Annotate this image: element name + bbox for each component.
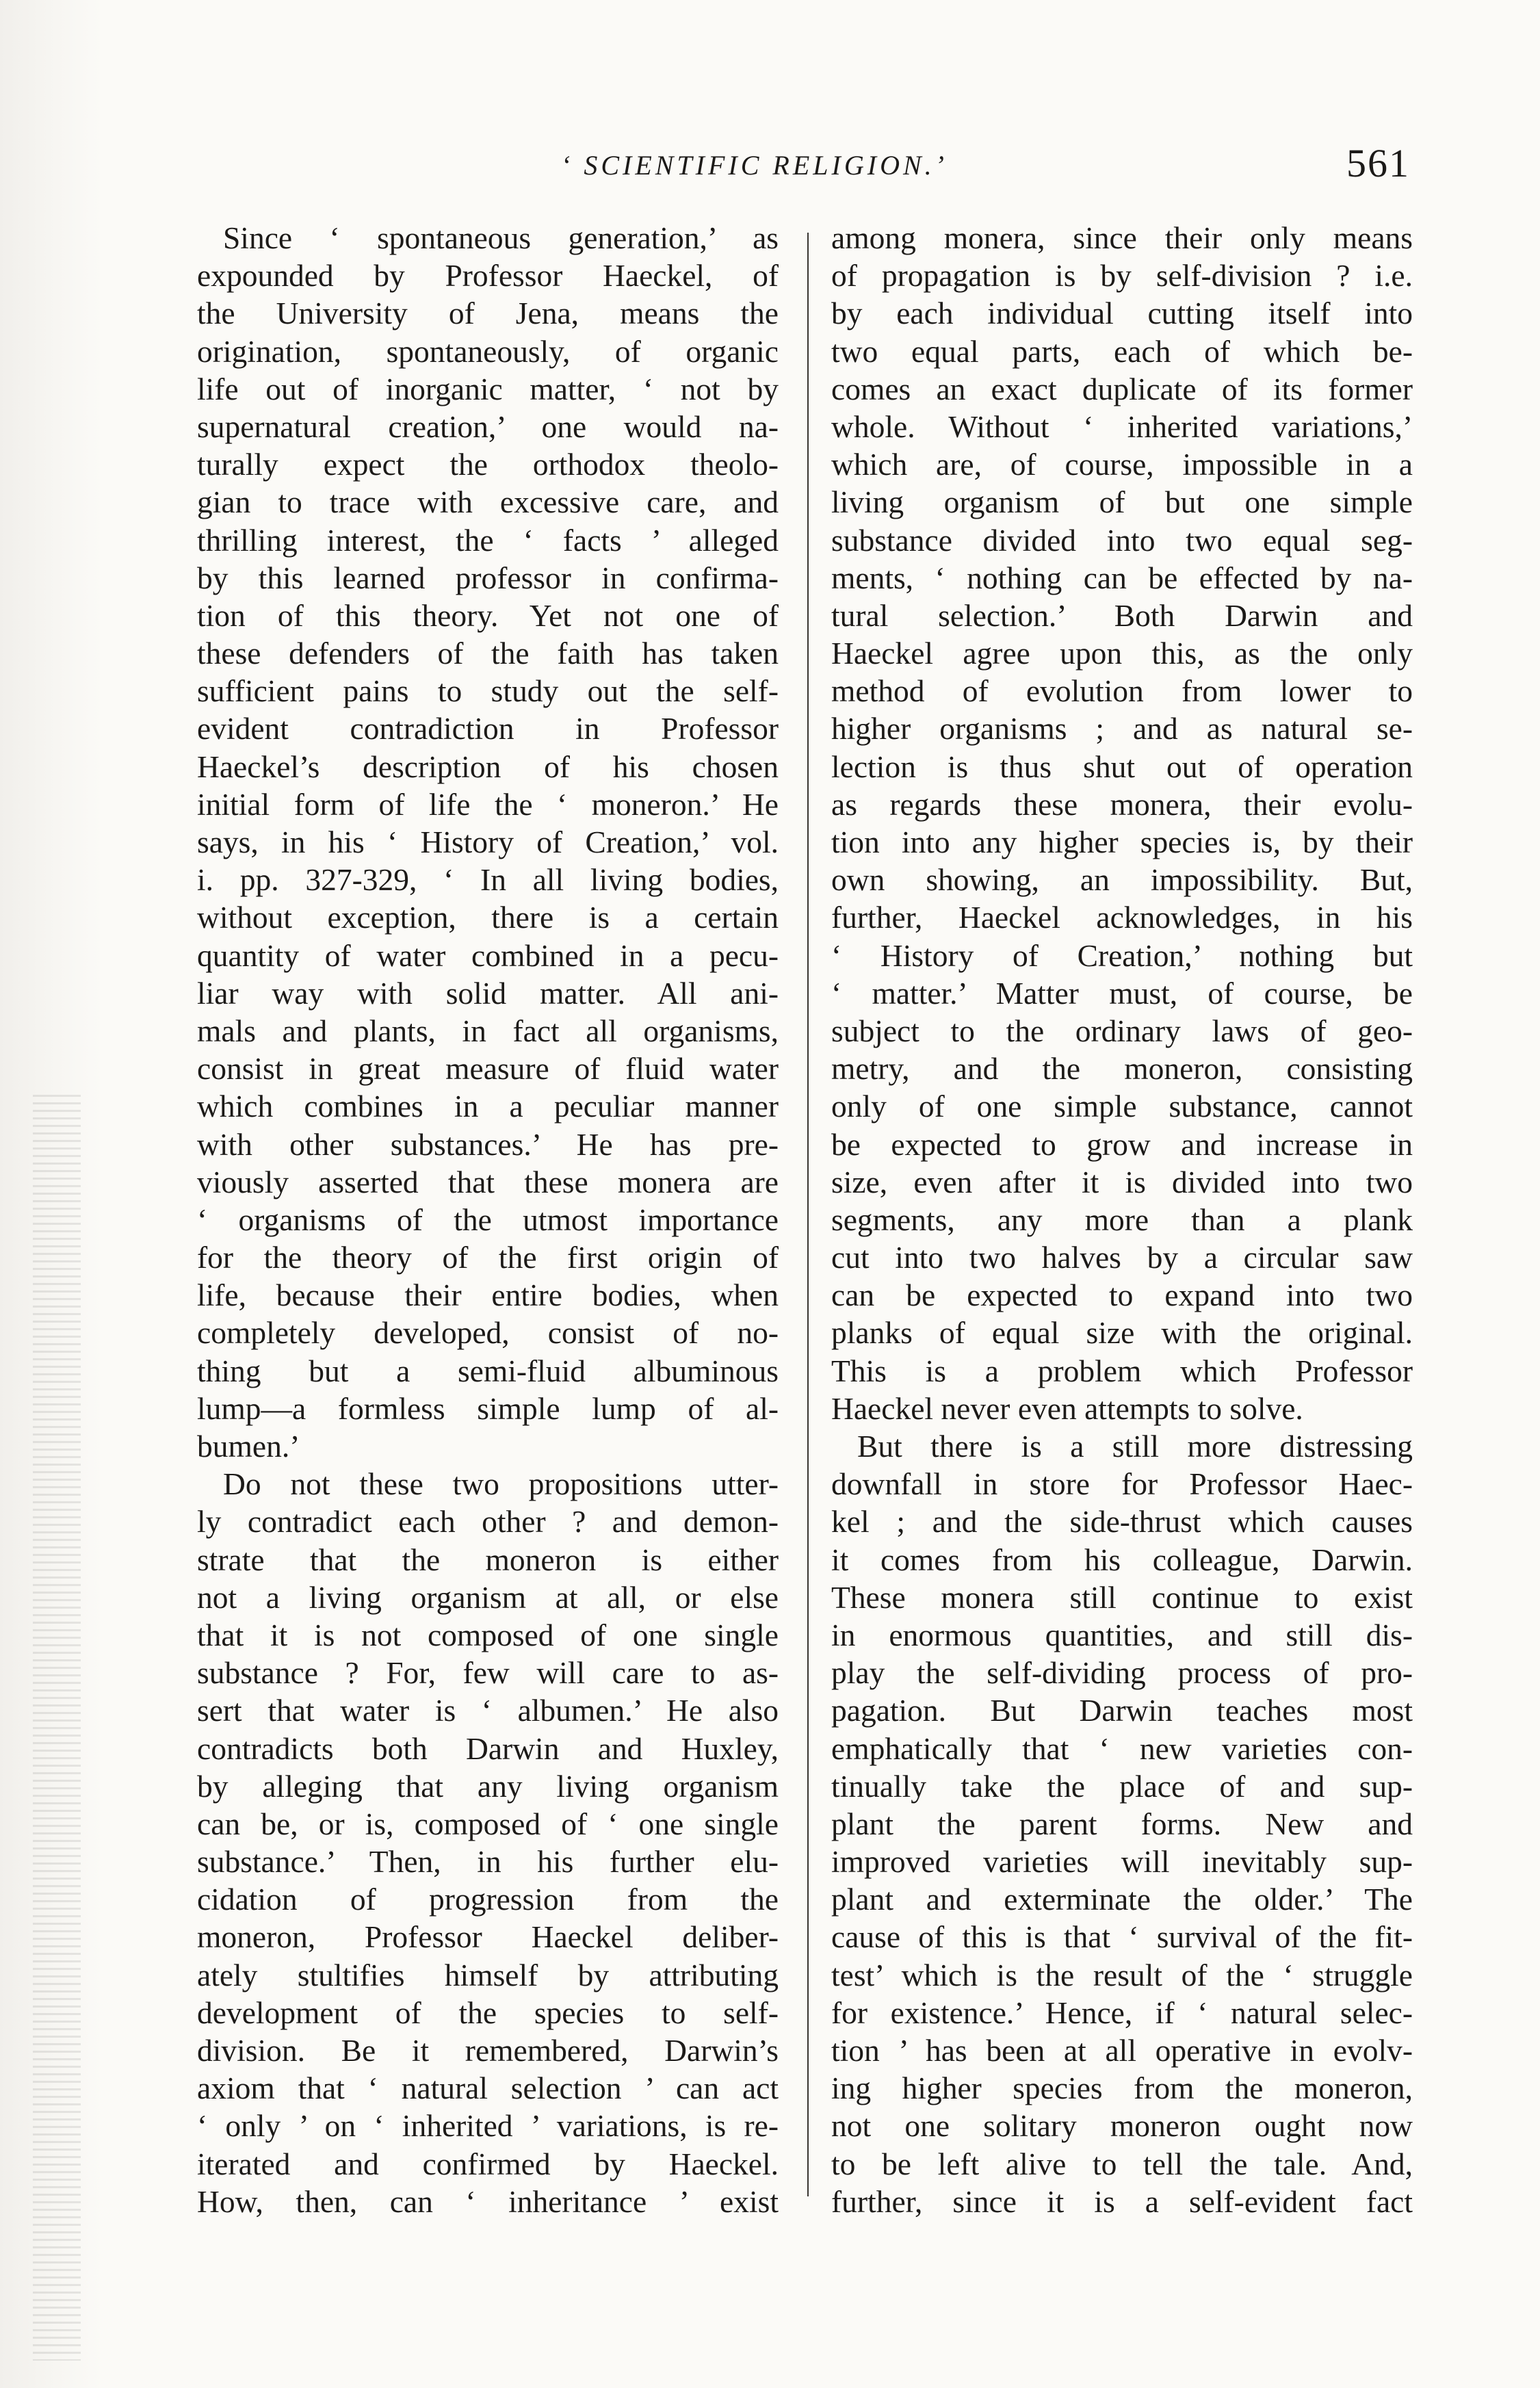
text-line: not a living organism at all, or else	[197, 1579, 779, 1615]
text-line: expounded by Professor Haeckel, of	[197, 258, 779, 294]
text-line: axiom that ‘ natural selection ’ can act	[197, 2071, 779, 2106]
text-line: ‘ only ’ on ‘ inherited ’ variations, is re-	[197, 2108, 779, 2144]
text-line: own showing, an impossibility. But,	[831, 862, 1413, 898]
text-line: size, even after it is divided into two	[831, 1164, 1413, 1199]
text-line: Haeckel’s description of his chosen	[197, 749, 779, 784]
text-line: Haeckel never even attempts to solve.	[831, 1390, 1303, 1426]
text-line: pagation. But Darwin teaches most	[831, 1693, 1413, 1728]
text-line: Haeckel agree upon this, as the only	[831, 636, 1413, 671]
text-line: plant and exterminate the older.’ The	[831, 1882, 1413, 1917]
text-line: in enormous quantities, and still dis-	[831, 1617, 1413, 1652]
text-line: How, then, can ‘ inheritance ’ exist	[197, 2183, 779, 2219]
text-line: tion into any higher species is, by their	[831, 825, 1413, 859]
text-line: completely developed, consist of no-	[197, 1315, 779, 1351]
text-line: higher organisms ; and as natural se-	[831, 711, 1413, 747]
text-line: by this learned professor in confirma-	[197, 560, 779, 595]
text-line: not one solitary moneron ought now	[831, 2108, 1413, 2144]
text-line: These monera still continue to exist	[831, 1579, 1413, 1615]
text-line: downfall in store for Professor Haec-	[831, 1466, 1413, 1502]
text-line: Since ‘ spontaneous generation,’ as	[223, 220, 779, 255]
column-rule	[807, 233, 809, 2196]
text-line: ‘ History of Creation,’ nothing but	[831, 937, 1413, 973]
text-line: whole. Without ‘ inherited variations,’	[831, 408, 1413, 444]
text-line: liar way with solid matter. All ani-	[197, 975, 779, 1011]
text-line: the University of Jena, means the	[197, 296, 779, 331]
text-line: can be expected to expand into two	[831, 1277, 1413, 1313]
text-line: quantity of water combined in a pecu-	[197, 937, 779, 973]
text-line: it comes from his colleague, Darwin.	[831, 1542, 1413, 1577]
text-line: substance.’ Then, in his further elu-	[197, 1844, 779, 1880]
text-line: division. Be it remembered, Darwin’s	[197, 2033, 779, 2068]
text-line: substance divided into two equal seg-	[831, 522, 1413, 558]
text-line: ‘ matter.’ Matter must, of course, be	[831, 975, 1413, 1011]
running-title: ‘ SCIENTIFIC RELIGION.’	[561, 150, 948, 181]
text-line: further, since it is a self-evident fact	[831, 2183, 1413, 2219]
text-line: of propagation is by self-division ? i.e.	[831, 258, 1413, 294]
scan-edge	[0, 0, 103, 2388]
text-line: lump—a formless simple lump of al-	[197, 1390, 779, 1426]
text-line: kel ; and the side-thrust which causes	[831, 1504, 1413, 1540]
text-line: metry, and the moneron, consisting	[831, 1051, 1413, 1087]
text-line: emphatically that ‘ new varieties con-	[831, 1730, 1413, 1766]
text-line: lection is thus shut out of operation	[831, 749, 1413, 784]
text-line: as regards these monera, their evolu-	[831, 786, 1413, 822]
right-column	[831, 219, 1413, 2220]
text-line: for the theory of the first origin of	[197, 1240, 779, 1275]
text-line: subject to the ordinary laws of geo-	[831, 1013, 1413, 1048]
text-line: says, in his ‘ History of Creation,’ vol.	[197, 825, 779, 859]
text-line: by each individual cutting itself into	[831, 296, 1413, 331]
text-line: thing but a semi-fluid albuminous	[197, 1353, 779, 1388]
text-line: gian to trace with excessive care, and	[197, 484, 779, 520]
text-line: tion ’ has been at all operative in evolv-	[831, 2033, 1413, 2068]
text-line: strate that the moneron is either	[197, 1542, 779, 1577]
text-line: with other substances.’ He has pre-	[197, 1126, 779, 1162]
text-line: these defenders of the faith has taken	[197, 636, 779, 671]
text-line: plant the parent forms. New and	[831, 1806, 1413, 1841]
text-line: ments, ‘ nothing can be effected by na-	[831, 560, 1413, 595]
text-line: living organism of but one simple	[831, 484, 1413, 520]
text-line: substance ? For, few will care to as-	[197, 1655, 779, 1691]
text-line: Do not these two propositions utter-	[223, 1466, 779, 1502]
text-line: cut into two halves by a circular saw	[831, 1240, 1413, 1275]
text-line: only of one simple substance, cannot	[831, 1089, 1413, 1124]
text-line: initial form of life the ‘ moneron.’ He	[197, 786, 779, 822]
text-line: moneron, Professor Haeckel deliber-	[197, 1919, 779, 1955]
text-line: life out of inorganic matter, ‘ not by	[197, 371, 779, 406]
text-line: cidation of progression from the	[197, 1882, 779, 1917]
text-line: sert that water is ‘ albumen.’ He also	[197, 1693, 779, 1728]
text-line: turally expect the orthodox theolo-	[197, 447, 779, 482]
binding-specks	[33, 1095, 81, 2361]
text-line: which combines in a peculiar manner	[197, 1089, 779, 1124]
text-line: tural selection.’ Both Darwin and	[831, 597, 1413, 633]
text-line: play the self-dividing process of pro-	[831, 1655, 1413, 1691]
text-line: among monera, since their only means	[831, 220, 1413, 255]
text-line: sufficient pains to study out the self-	[197, 673, 779, 709]
text-line: that it is not composed of one single	[197, 1617, 779, 1652]
text-line: viously asserted that these monera are	[197, 1164, 779, 1199]
text-line: can be, or is, composed of ‘ one single	[197, 1806, 779, 1841]
text-line: bumen.’	[197, 1429, 300, 1464]
text-line: iterated and confirmed by Haeckel.	[197, 2146, 779, 2181]
text-line: tinually take the place of and sup-	[831, 1768, 1413, 1804]
text-line: test’ which is the result of the ‘ struggle	[831, 1957, 1413, 1993]
text-line: to be left alive to tell the tale. And,	[831, 2146, 1413, 2181]
text-line: which are, of course, impossible in a	[831, 447, 1413, 482]
text-line: two equal parts, each of which be-	[831, 333, 1413, 369]
text-line: ately stultifies himself by attributing	[197, 1957, 779, 1993]
text-line: i. pp. 327-329, ‘ In all living bodies,	[197, 862, 779, 898]
text-line: cause of this is that ‘ survival of the fit-	[831, 1919, 1413, 1955]
text-line: method of evolution from lower to	[831, 673, 1413, 709]
text-line: origination, spontaneously, of organic	[197, 333, 779, 369]
text-line: This is a problem which Professor	[831, 1353, 1413, 1388]
text-line: segments, any more than a plank	[831, 1202, 1413, 1237]
text-line: ‘ organisms of the utmost importance	[197, 1202, 779, 1237]
text-line: for existence.’ Hence, if ‘ natural selec-	[831, 1995, 1413, 2030]
left-column	[197, 219, 779, 2220]
text-line: ing higher species from the moneron,	[831, 2071, 1413, 2106]
text-line: mals and plants, in fact all organisms,	[197, 1013, 779, 1048]
text-line: improved varieties will inevitably sup-	[831, 1844, 1413, 1880]
text-line: life, because their entire bodies, when	[197, 1277, 779, 1313]
text-line: further, Haeckel acknowledges, in his	[831, 900, 1413, 935]
text-line: development of the species to self-	[197, 1995, 779, 2030]
text-line: planks of equal size with the original.	[831, 1315, 1413, 1351]
text-line: But there is a still more distressing	[857, 1429, 1413, 1464]
text-line: consist in great measure of fluid water	[197, 1051, 779, 1087]
text-line: contradicts both Darwin and Huxley,	[197, 1730, 779, 1766]
text-line: thrilling interest, the ‘ facts ’ alleged	[197, 522, 779, 558]
text-line: evident contradiction in Professor	[197, 711, 779, 747]
text-line: supernatural creation,’ one would na-	[197, 408, 779, 444]
text-line: by alleging that any living organism	[197, 1768, 779, 1804]
text-line: be expected to grow and increase in	[831, 1126, 1413, 1162]
page-number: 561	[1346, 141, 1410, 185]
text-line: tion of this theory. Yet not one of	[197, 597, 779, 633]
text-line: ly contradict each other ? and demon-	[197, 1504, 779, 1540]
text-line: comes an exact duplicate of its former	[831, 371, 1413, 406]
text-line: without exception, there is a certain	[197, 900, 779, 935]
